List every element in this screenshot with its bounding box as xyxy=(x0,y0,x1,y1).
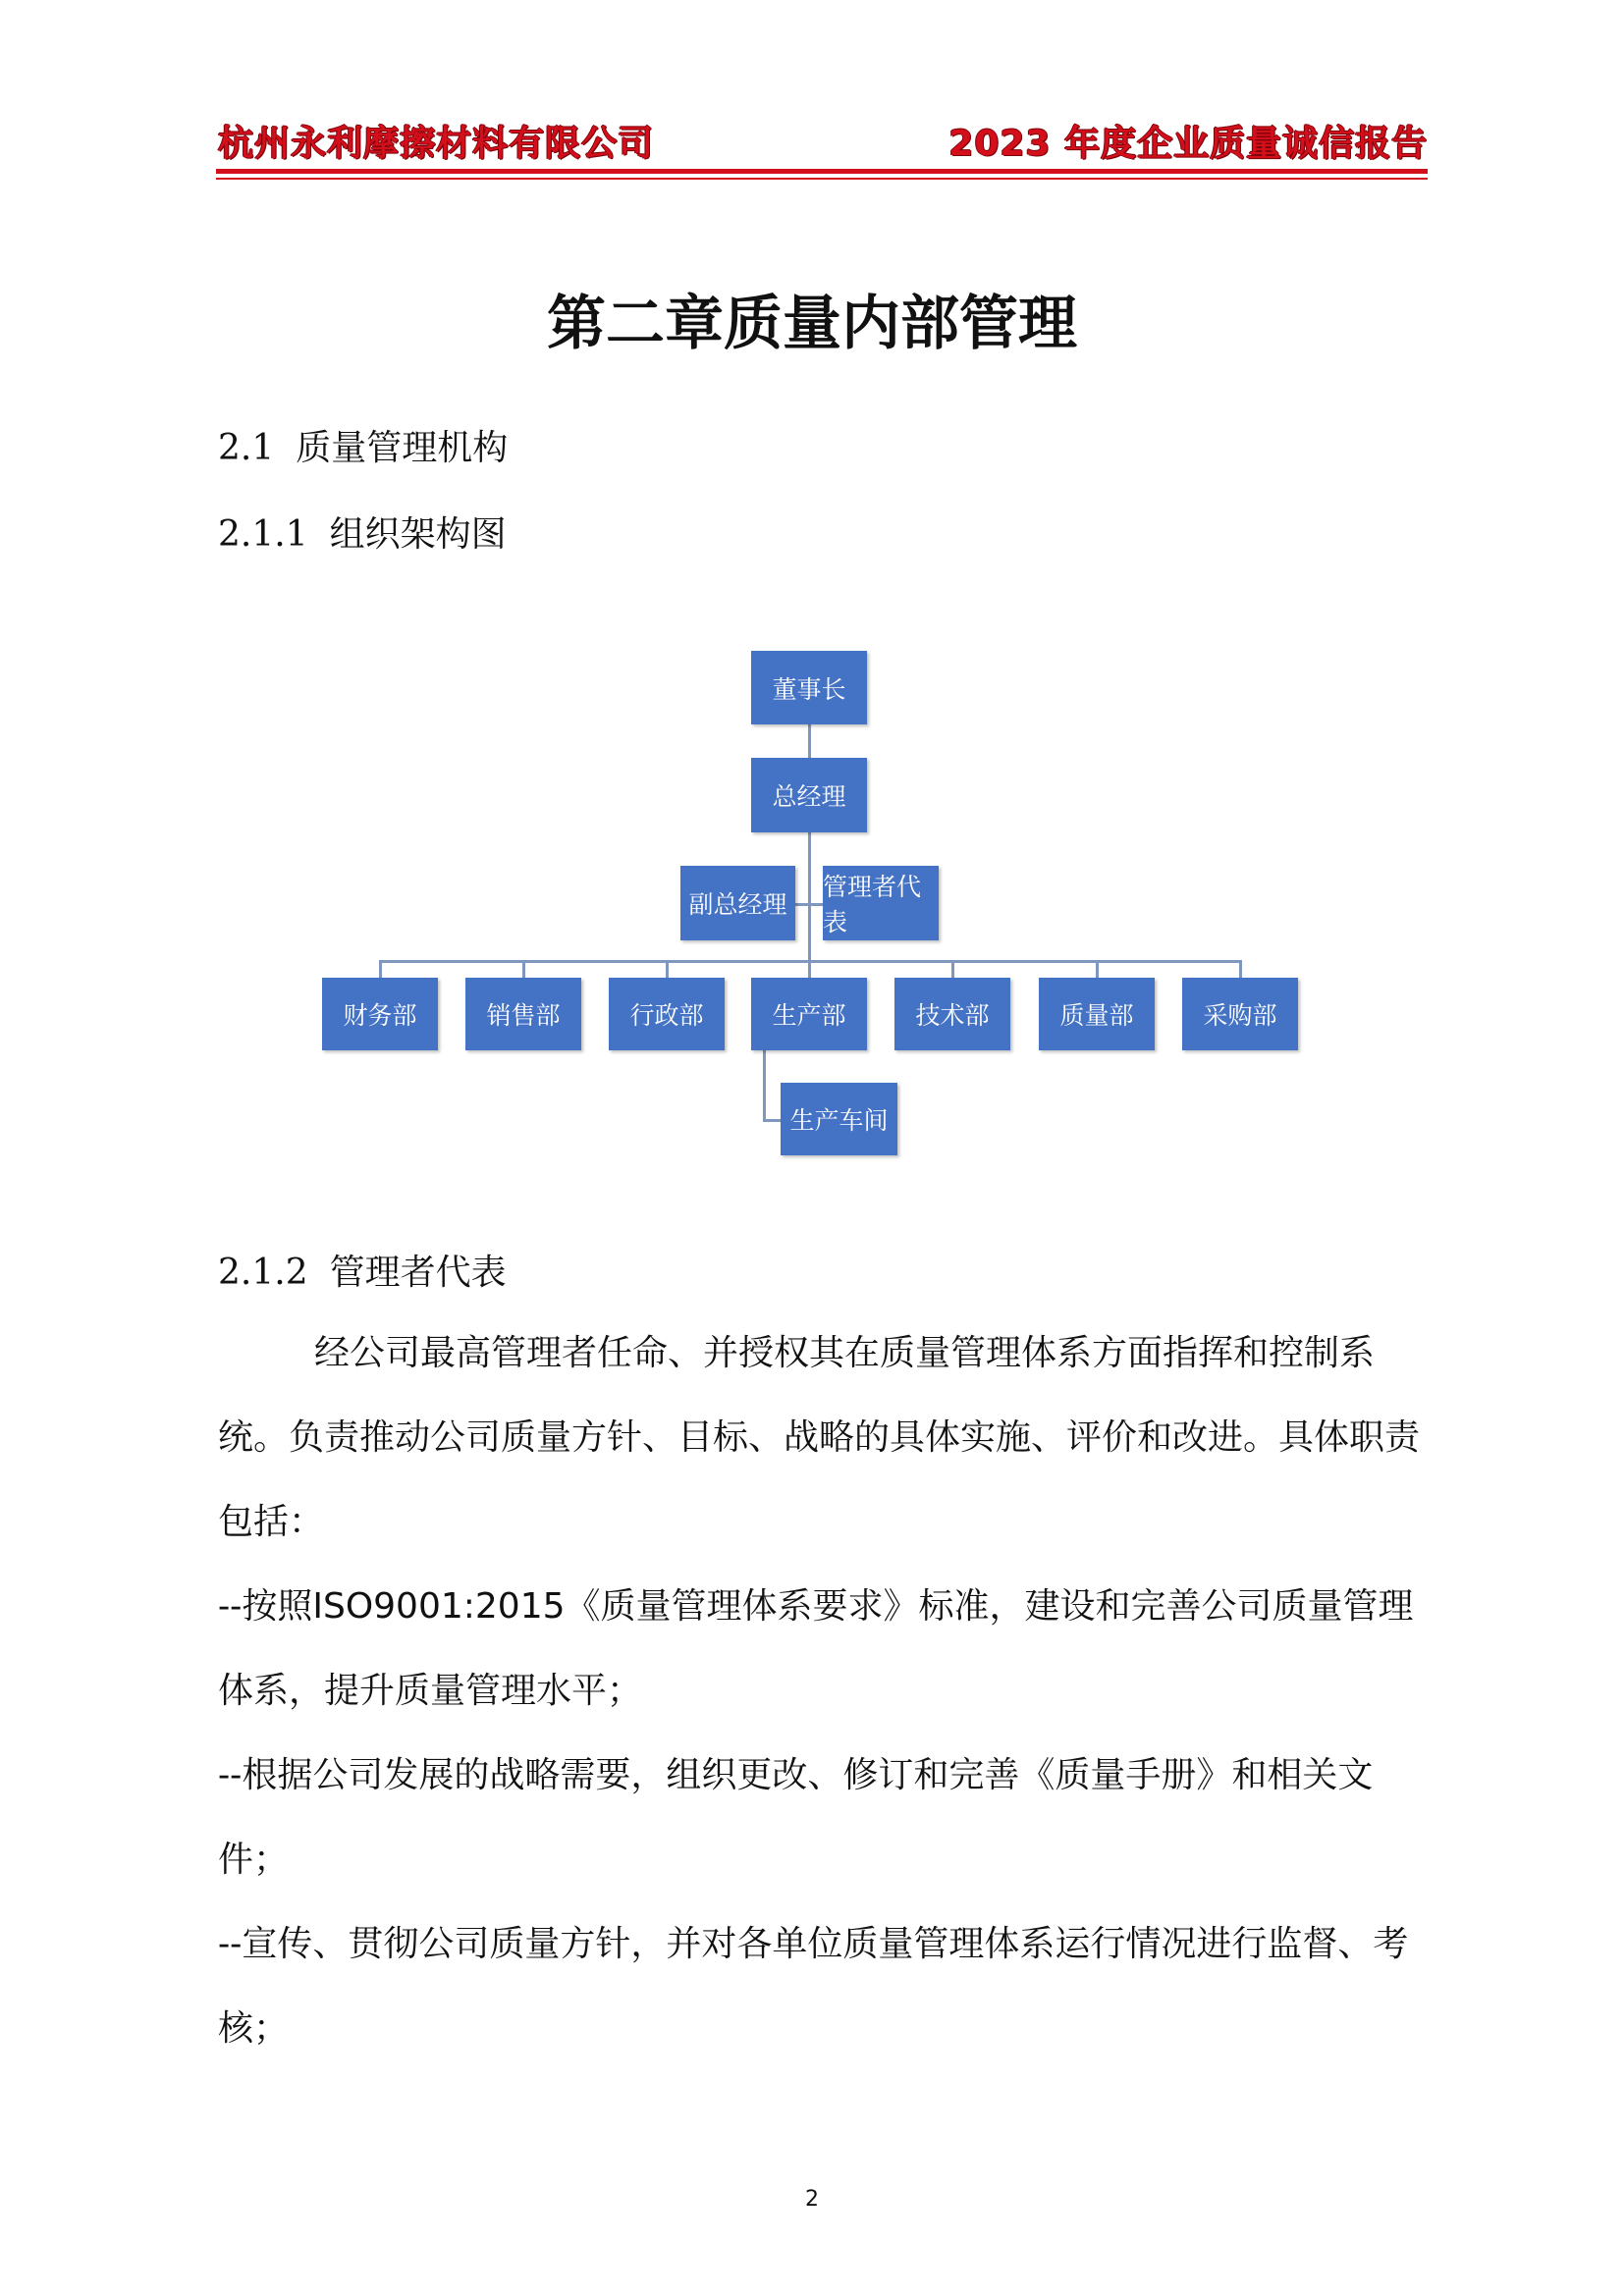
paragraph-item-3: --宣传、贯彻公司质量方针，并对各单位质量管理体系运行情况进行监督、考核； xyxy=(218,1924,1409,2049)
org-node-department: 采购部 xyxy=(1182,978,1298,1050)
header-rule-thin xyxy=(216,178,1428,180)
org-node-department: 技术部 xyxy=(894,978,1010,1050)
connector-line xyxy=(666,960,669,978)
section-title: 组织架构图 xyxy=(329,514,507,555)
org-node-department: 质量部 xyxy=(1039,978,1155,1050)
connector-line xyxy=(795,903,823,906)
item-text: 《质量管理体系要求》标准，建设和完善公司质量管理体系，提升质量管理水平； xyxy=(218,1586,1414,1711)
org-node-chairman: 董事长 xyxy=(751,651,867,724)
section-number: 2.1.2 xyxy=(218,1253,308,1293)
connector-line xyxy=(763,1119,781,1122)
section-title: 质量管理机构 xyxy=(296,428,509,468)
connector-line xyxy=(1096,960,1099,978)
page-number: 2 xyxy=(805,2187,819,2212)
org-node-department: 生产部 xyxy=(751,978,867,1050)
paragraph-item-2: --根据公司发展的战略需要，组织更改、修订和完善《质量手册》和相关文件； xyxy=(218,1755,1374,1880)
connector-line xyxy=(808,724,811,758)
org-node-workshop: 生产车间 xyxy=(781,1083,897,1155)
connector-line xyxy=(808,960,811,978)
body-text xyxy=(218,1311,1428,2071)
connector-line xyxy=(808,832,811,962)
connector-line xyxy=(522,960,525,978)
section-2-1-heading xyxy=(218,420,508,470)
section-title: 管理者代表 xyxy=(329,1253,507,1293)
section-2-1-2-heading xyxy=(218,1245,507,1295)
connector-line xyxy=(379,960,382,978)
org-node-department: 行政部 xyxy=(609,978,725,1050)
paragraph-item-1 xyxy=(218,1565,1428,1734)
iso-standard: ISO9001:2015 xyxy=(312,1586,566,1627)
chapter-title: 第二章质量内部管理 xyxy=(547,290,1077,358)
header-report-title: 2023 年度企业质量诚信报告 xyxy=(948,124,1428,164)
section-number: 2.1.1 xyxy=(218,514,308,555)
org-node-management-representative: 管理者代表 xyxy=(823,866,939,940)
item-prefix: --按照 xyxy=(218,1586,313,1627)
connector-line xyxy=(763,1050,766,1121)
header-rule xyxy=(216,169,1428,174)
section-number: 2.1 xyxy=(218,428,275,468)
org-node-department: 销售部 xyxy=(465,978,581,1050)
org-node-department: 财务部 xyxy=(322,978,438,1050)
connector-line xyxy=(1239,960,1242,978)
org-node-general-manager: 总经理 xyxy=(751,758,867,832)
paragraph-intro: 经公司最高管理者任命、并授权其在质量管理体系方面指挥和控制系统。负责推动公司质量方针、目标、战略的具体实施、评价和改进。具体职责包括： xyxy=(218,1333,1421,1542)
connector-line xyxy=(379,960,1241,963)
connector-line xyxy=(951,960,954,978)
header-company: 杭州永利摩擦材料有限公司 xyxy=(218,124,655,164)
section-2-1-1-heading xyxy=(218,507,507,557)
org-node-deputy-gm: 副总经理 xyxy=(680,866,795,940)
